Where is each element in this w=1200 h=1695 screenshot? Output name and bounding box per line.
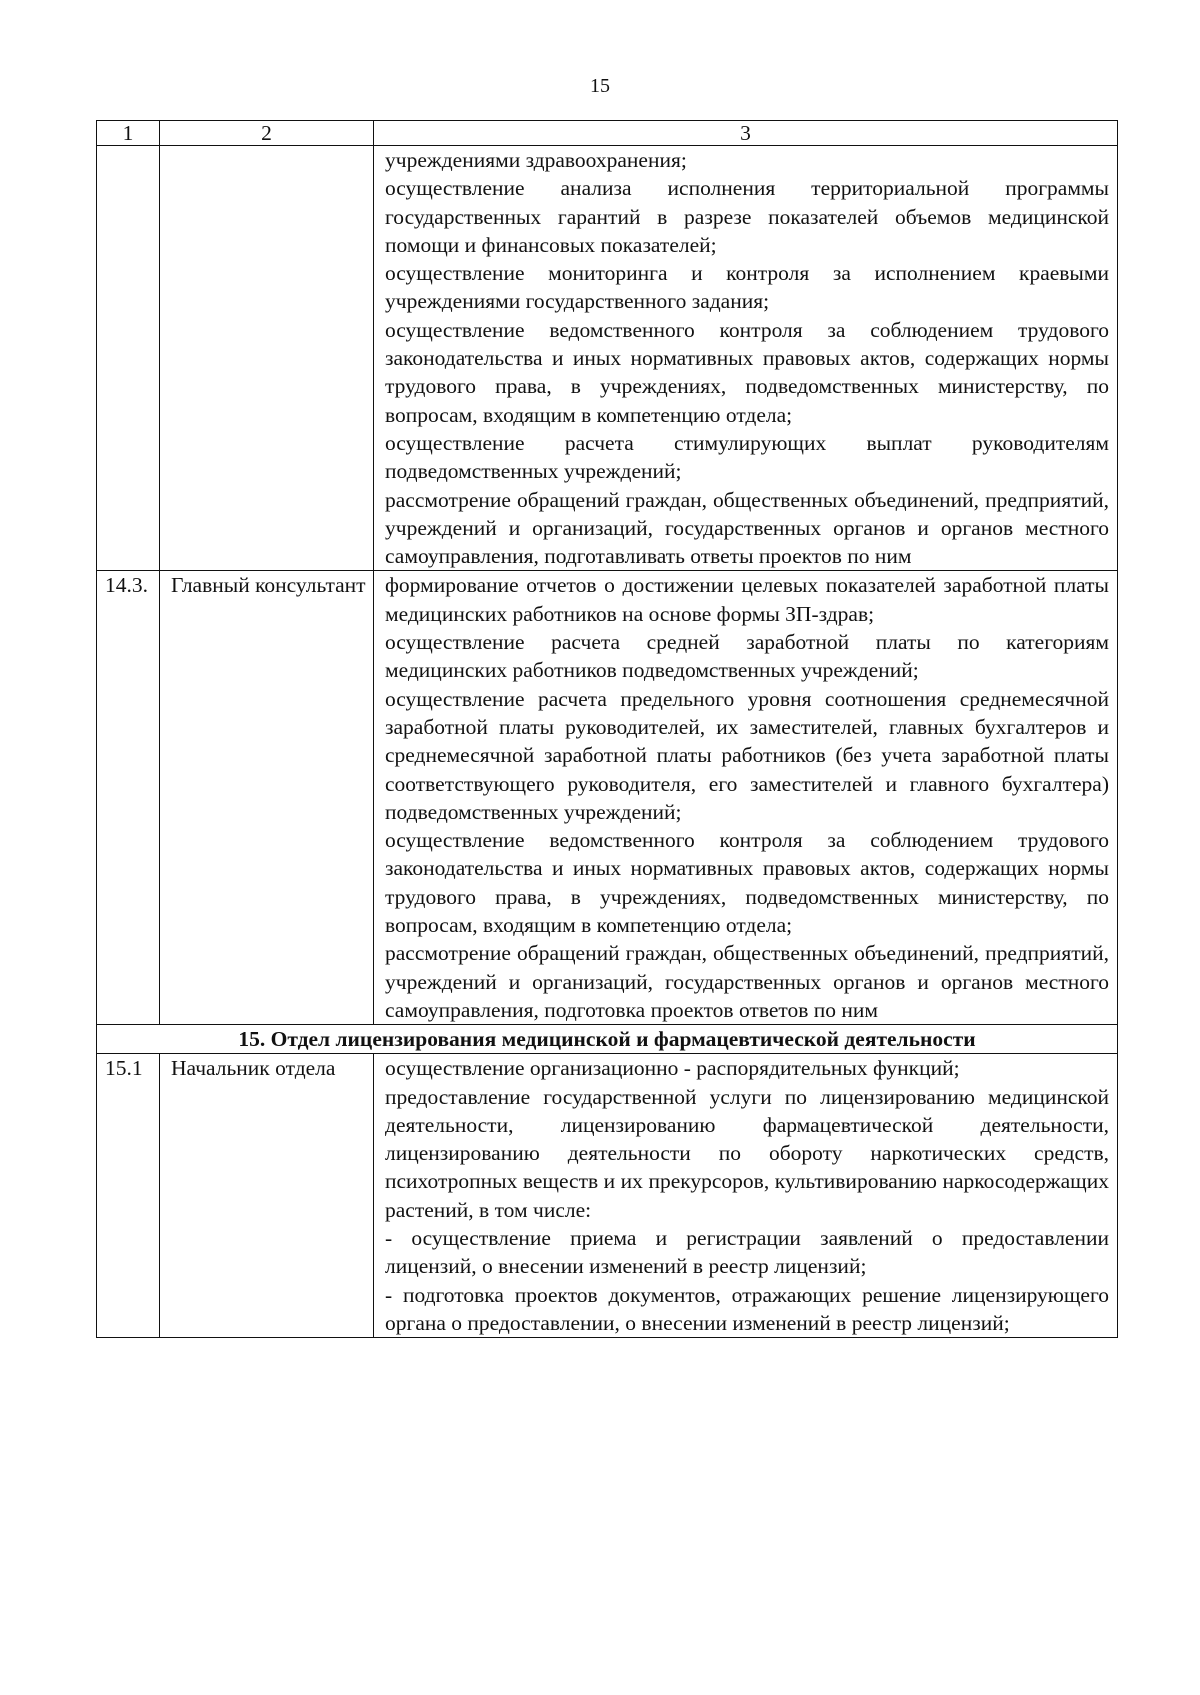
section-title: 15. Отдел лицензирования медицинской и фармацевтической деятельности	[97, 1025, 1118, 1054]
position-name	[160, 146, 374, 571]
duty-item: рассмотрение обращений граждан, общественных объединений, предприятий, учреждений и организаций, государственных органов и органов местного самоуправления, подготовка проектов ответов по ним	[385, 941, 1109, 1022]
duty-item: осуществление ведомственного контроля за соблюдением трудового законодательства и иных нормативных правовых актов, содержащих нормы трудового права, в учреждениях, подведомственных министерству, по вопросам, входящим в компетенцию отдела;	[385, 828, 1109, 938]
functions-table	[96, 120, 1118, 1338]
row-number	[97, 146, 160, 571]
duty-item: - осуществление приема и регистрации заявлений о предоставлении лицензий, о внесении изменений в реестр лицензий;	[385, 1225, 1109, 1279]
duty-item: осуществление ведомственного контроля за соблюдением трудового законодательства и иных нормативных правовых актов, содержащих нормы трудового права, в учреждениях, подведомственных министерству, по вопросам, входящим в компетенцию отдела;	[385, 317, 1109, 427]
duties-cell	[374, 1054, 1118, 1338]
duty-item: осуществление расчета стимулирующих выплат руководителям подведомственных учреждений;	[385, 430, 1109, 484]
duty-item: осуществление организационно - распорядительных функций;	[385, 1056, 960, 1081]
duty-item: - подготовка проектов документов, отражающих решение лицензирующего органа о предоставлении, о внесении изменений в реестр лицензий;	[385, 1282, 1109, 1335]
duty-item: формирование отчетов о достижении целевых показателей заработной платы медицинских работников на основе формы ЗП-здрав;	[385, 573, 1109, 626]
header-col-2: 2	[160, 121, 374, 146]
table-row-15-1	[97, 1054, 1118, 1338]
page-number: 15	[590, 75, 610, 97]
row-number: 15.1	[97, 1054, 160, 1338]
position-name: Главный консультант	[160, 571, 374, 1025]
header-col-1: 1	[97, 121, 160, 146]
section-15-header-row	[97, 1025, 1118, 1054]
duty-item: предоставление государственной услуги по лицензированию медицинской деятельности, лицензированию фармацевтической деятельности, лицензированию деятельности по обороту наркотических средств, психотропных веществ и их прекурсоров, культивированию наркосодержащих растений, в том числе:	[385, 1084, 1109, 1222]
duty-item: осуществление мониторинга и контроля за исполнением краевыми учреждениями государственного задания;	[385, 261, 1109, 314]
duties-cell	[374, 146, 1118, 571]
header-col-3: 3	[374, 121, 1118, 146]
duty-item: осуществление анализа исполнения территориальной программы государственных гарантий в разрезе показателей объемов медицинской помощи и финансовых показателей;	[385, 176, 1109, 257]
duty-item: учреждениями здравоохранения;	[385, 148, 687, 172]
duty-item: осуществление расчета предельного уровня соотношения среднемесячной заработной платы руководителей, их заместителей, главных бухгалтеров и среднемесячной заработной платы работников (без учета заработной платы соответствующего руководителя, его заместителей и главного бухгалтера) подведомственных учреждений;	[385, 686, 1109, 824]
table-row-14-3	[97, 571, 1118, 1025]
duty-item: осуществление расчета средней заработной платы по категориям медицинских работников подведомственных учреждений;	[385, 630, 1109, 683]
row-number: 14.3.	[97, 571, 160, 1025]
table-header-row	[97, 121, 1118, 146]
table-row-continuation	[97, 146, 1118, 571]
duty-item: рассмотрение обращений граждан, общественных объединений, предприятий, учреждений и организаций, государственных органов и органов местного самоуправления, подготавливать ответы проектов по ним	[385, 487, 1109, 569]
position-name: Начальник отдела	[160, 1054, 374, 1338]
duties-cell	[374, 571, 1118, 1025]
